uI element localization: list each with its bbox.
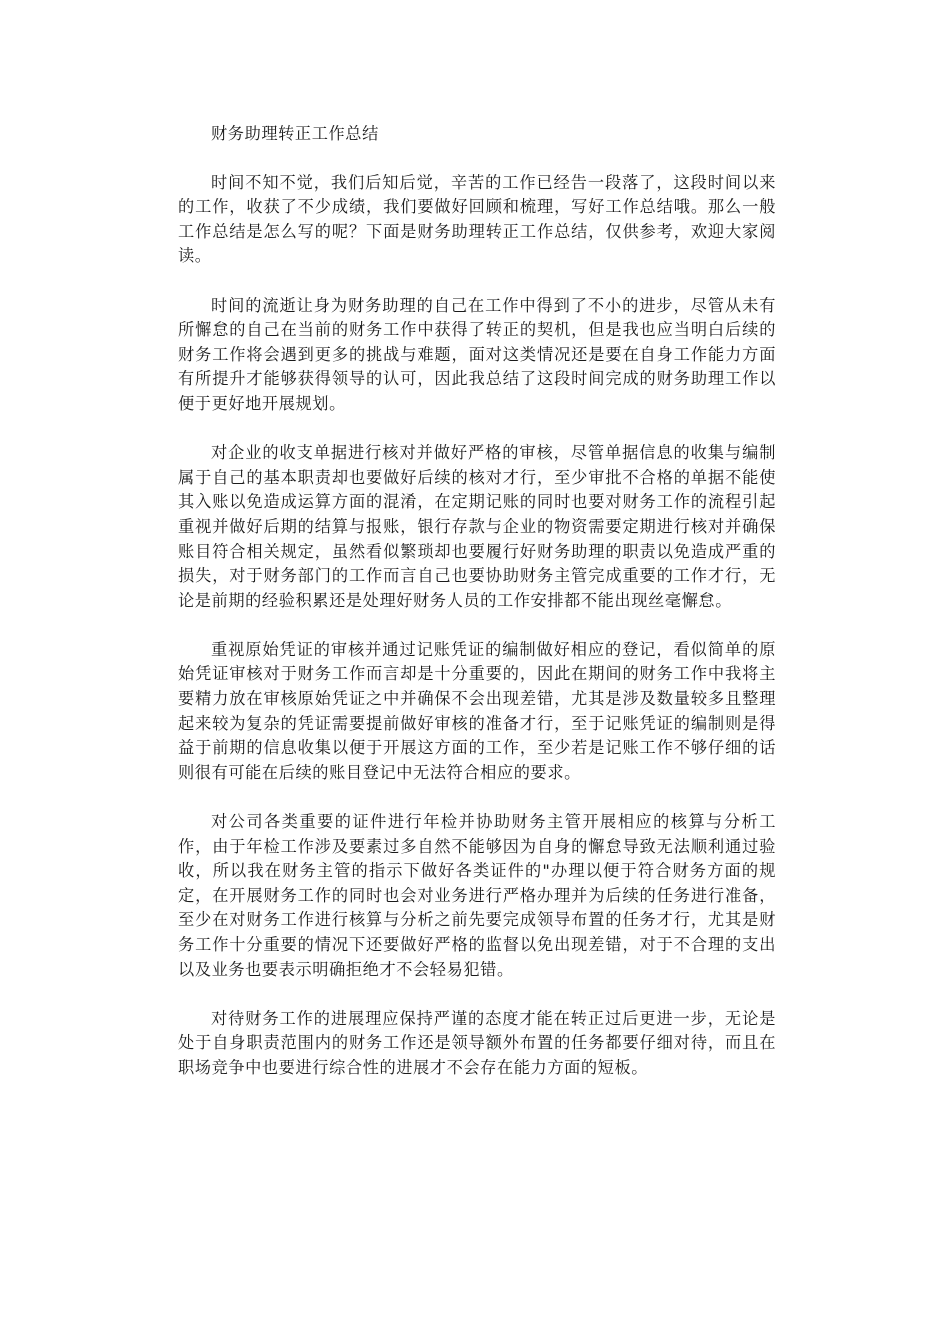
paragraph-2: 时间的流逝让身为财务助理的自己在工作中得到了不小的进步，尽管从未有所懈怠的自己在当前的财务工作中获得了转正的契机，但是我也应当明白后续的财务工作将会遇到更多的挑战与难题，面对这类情况还是要在自身工作能力方面有所提升才能够获得领导的认可，因此我总结了这段时间完成的财务助理工作以便于更好地开展规划。 bbox=[178, 295, 776, 413]
paragraph-5: 对公司各类重要的证件进行年检并协助财务主管开展相应的核算与分析工作，由于年检工作涉及要素过多自然不能够因为自身的懈怠导致无法顺利通过验收，所以我在财务主管的指示下做好各类证件的"办理以便于符合财务方面的规定，在开展财务工作的同时也会对业务进行严格办理并为后续的任务进行准备，至少在对财务工作进行核算与分析之前先要完成领导布置的任务才行，尤其是财务工作十分重要的情况下还要做好严格的监督以免出现差错，对于不合理的支出以及业务也要表示明确拒绝才不会轻易犯错。 bbox=[178, 812, 776, 979]
paragraph-3: 对企业的收支单据进行核对并做好严格的审核，尽管单据信息的收集与编制属于自己的基本职责却也要做好后续的核对才行，至少审批不合格的单据不能使其入账以免造成运算方面的混淆，在定期记账的同时也要对财务工作的流程引起重视并做好后期的结算与报账，银行存款与企业的物资需要定期进行核对并确保账目符合相关规定，虽然看似繁琐却也要履行好财务助理的职责以免造成严重的损失，对于财务部门的工作而言自己也要协助财务主管完成重要的工作才行，无论是前期的经验积累还是处理好财务人员的工作安排都不能出现丝毫懈怠。 bbox=[178, 443, 776, 610]
paragraph-1: 时间不知不觉，我们后知后觉，辛苦的工作已经告一段落了，这段时间以来的工作，收获了不少成绩，我们要做好回顾和梳理，写好工作总结哦。那么一般工作总结是怎么写的呢？下面是财务助理转正工作总结，仅供参考，欢迎大家阅读。 bbox=[178, 172, 776, 266]
paragraph-4: 重视原始凭证的审核并通过记账凭证的编制做好相应的登记，看似简单的原始凭证审核对于财务工作而言却是十分重要的，因此在期间的财务工作中我将主要精力放在审核原始凭证之中并确保不会出现差错，尤其是涉及数量较多且整理起来较为复杂的凭证需要提前做好审核的准备才行，至于记账凭证的编制则是得益于前期的信息收集以便于开展这方面的工作，至少若是记账工作不够仔细的话则很有可能在后续的账目登记中无法符合相应的要求。 bbox=[178, 639, 776, 782]
document-body bbox=[178, 122, 776, 1105]
paragraph-6: 对待财务工作的进展理应保持严谨的态度才能在转正过后更进一步，无论是处于自身职责范围内的财务工作还是领导额外布置的任务都要仔细对待，而且在职场竞争中也要进行综合性的进展才不会存在能力方面的短板。 bbox=[178, 1008, 776, 1077]
document-title: 财务助理转正工作总结 bbox=[211, 124, 379, 143]
